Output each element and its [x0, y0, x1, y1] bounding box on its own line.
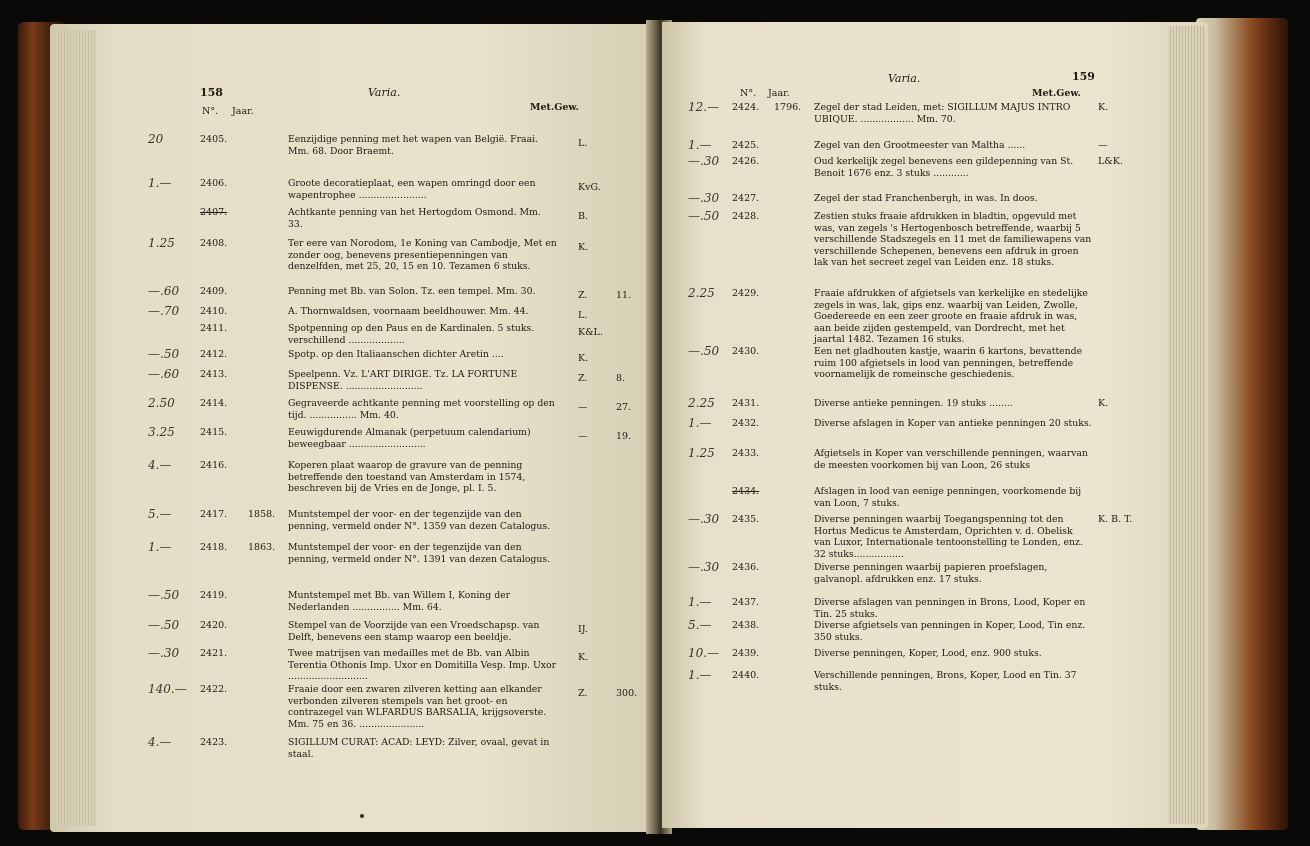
lot-weight: 11. — [616, 290, 632, 301]
lot-code: Z. — [578, 688, 588, 699]
lot-code: Z. — [578, 290, 588, 301]
lot-description: Een net gladhouten kastje, waarin 6 kartons, bevattende ruim 100 afgietsels in lood van penningen, betreffende voornamelijk de romeinsche geschiedenis. — [814, 346, 1083, 381]
lot-number: 2416. — [200, 460, 228, 471]
lot-description: Diverse antieke penningen. 19 stuks ........ — [814, 398, 1013, 409]
right-page — [662, 22, 1208, 828]
lot-number: 2431. — [732, 398, 760, 409]
handwritten-price: 1.— — [688, 138, 712, 152]
lot-description: Diverse afslagen van penningen in Brons, Lood, Koper en Tin. 25 stuks. — [814, 597, 1086, 620]
lot-code: L. — [578, 138, 588, 149]
page-number: 159 — [1072, 70, 1095, 83]
lot-number: 2418. — [200, 542, 228, 553]
lot-description: Afslagen in lood van eenige penningen, voorkomende bij van Loon, 7 stuks. — [814, 486, 1082, 509]
lot-number: 2406. — [200, 178, 228, 189]
running-head: Varia. — [888, 72, 921, 85]
lot-description: SIGILLUM CURAT: ACAD: LEYD: Zilver, ovaal, gevat in staal. — [288, 737, 550, 760]
lot-description: Muntstempel der voor- en der tegenzijde van den penning, vermeld onder N°. 1359 van dezen Catalogus. — [288, 509, 551, 532]
handwritten-price: —.30 — [688, 154, 720, 168]
lot-description: Diverse penningen waarbij Toegangspenning tot den Hortus Medicus te Amsterdam, Oprichten v. d. Obelisk van Luxor, Internationale tentoonstelling te Londen, enz. 32 stuks................. — [814, 514, 1083, 560]
lot-weight: 8. — [616, 373, 626, 384]
handwritten-price: 1.— — [688, 595, 712, 609]
lot-code: IJ. — [578, 624, 588, 635]
running-head: Varia. — [368, 86, 401, 99]
lot-description: Spotp. op den Italiaanschen dichter Aretin .... — [288, 349, 504, 360]
lot-number: 2422. — [200, 684, 228, 695]
lot-description: Diverse penningen waarbij papieren proefslagen, galvanopl. afdrukken enz. 17 stuks. — [814, 562, 1048, 585]
lot-description: Diverse afslagen in Koper van antieke penningen 20 stuks. — [814, 418, 1092, 429]
lot-description: Speelpenn. Vz. L'ART DIRIGE. Tz. LA FORTUNE DISPENSE. .......................... — [288, 369, 518, 392]
lot-description: Penning met Bb. van Solon. Tz. een tempel. Mm. 30. — [288, 286, 536, 297]
lot-code: K. — [578, 353, 589, 364]
lot-description: Eeuwigdurende Almanak (perpetuum calendarium) beweegbaar .......................... — [288, 427, 531, 450]
lot-code: L&K. — [1098, 156, 1123, 167]
handwritten-price: 140.— — [148, 682, 187, 696]
lot-weight: 300. — [616, 688, 638, 699]
column-header-weight: Met.Gew. — [530, 102, 579, 113]
lot-number: 2423. — [200, 737, 228, 748]
lot-description: Koperen plaat waarop de gravure van de penning betreffende den toestand van Amsterdam in 1574, beschreven bij de Vries en de Jonge, pl. I. 5. — [288, 460, 526, 495]
column-header-number: N°. — [740, 88, 757, 99]
lot-code: — — [1098, 140, 1108, 151]
lot-description: Twee matrijsen van medailles met de Bb. van Albin Terentia Othonis Imp. Uxor en Domitilla Vesp. Imp. Uxor ........................... — [288, 648, 557, 683]
handwritten-price: 2.25 — [688, 286, 715, 300]
lot-code: — — [578, 431, 588, 442]
lot-number: 2407. — [200, 207, 228, 218]
lot-number: 2427. — [732, 193, 760, 204]
handwritten-price: —.30 — [688, 560, 720, 574]
lot-number: 2410. — [200, 306, 228, 317]
lot-description: Fraaie door een zwaren zilveren ketting aan elkander verbonden zilveren stempels van het groot- en contrazegel van WLFARDUS BARSALIA, krijgsoverste. Mm. 75 en 36. ...................... — [288, 684, 547, 730]
handwritten-price: —.50 — [148, 618, 180, 632]
handwritten-price: —.60 — [148, 367, 180, 381]
lot-number: 2415. — [200, 427, 228, 438]
ink-dot — [360, 814, 364, 818]
lot-description: Verschillende penningen, Brons, Koper, Lood en Tin. 37 stuks. — [814, 670, 1077, 693]
lot-number: 2425. — [732, 140, 760, 151]
lot-description: Spotpenning op den Paus en de Kardinalen. 5 stuks. verschillend ................... — [288, 323, 535, 346]
lot-description: Muntstempel der voor- en der tegenzijde van den penning, vermeld onder N°. 1391 van dezen Catalogus. — [288, 542, 551, 565]
handwritten-price: —.50 — [148, 347, 180, 361]
book-cover-right — [1196, 18, 1288, 830]
lot-description: Afgietsels in Koper van verschillende penningen, waarvan de meesten voorkomen bij van Loon, 26 stuks — [814, 448, 1088, 471]
lot-code: K&L. — [578, 327, 603, 338]
lot-year: 1858. — [248, 509, 276, 520]
lot-number: 2414. — [200, 398, 228, 409]
lot-description: A. Thornwaldsen, voornaam beeldhouwer. Mm. 44. — [288, 306, 529, 317]
handwritten-price: 5.— — [148, 507, 172, 521]
handwritten-price: 20 — [148, 132, 164, 146]
lot-code: K. — [1098, 102, 1109, 113]
handwritten-price: —.70 — [148, 304, 180, 318]
lot-code: — — [578, 402, 588, 413]
page-number: 158 — [200, 86, 223, 99]
handwritten-price: —.30 — [148, 646, 180, 660]
handwritten-price: —.50 — [148, 588, 180, 602]
lot-number: 2411. — [200, 323, 228, 334]
lot-number: 2424. — [732, 102, 760, 113]
lot-number: 2437. — [732, 597, 760, 608]
lot-code: K. — [578, 652, 589, 663]
handwritten-price: —.30 — [688, 191, 720, 205]
handwritten-price: 2.25 — [688, 396, 715, 410]
lot-description: Diverse afgietsels van penningen in Koper, Lood, Tin enz. 350 stuks. — [814, 620, 1086, 643]
handwritten-price: 1.— — [688, 416, 712, 430]
handwritten-price: 10.— — [688, 646, 720, 660]
lot-number: 2419. — [200, 590, 228, 601]
lot-number: 2426. — [732, 156, 760, 167]
column-header-number: N°. — [202, 106, 219, 117]
page-edges-left — [56, 30, 96, 826]
lot-description: Groote decoratieplaat, een wapen omringd door een wapentrophee ....................... — [288, 178, 536, 201]
lot-description: Fraaie afdrukken of afgietsels van kerkelijke en stedelijke zegels in was, lak, gips enz. waarbij van Leiden, Zwolle, Goedereede en een zeer groote en fraaie afdruk in was, aan beide zijden gestempeld, van Dordrecht, met het jaartal 1482. Tezamen 16 stuks. — [814, 288, 1088, 346]
lot-description: Muntstempel met Bb. van Willem I, Koning der Nederlanden ................ Mm. 64. — [288, 590, 511, 613]
lot-number: 2436. — [732, 562, 760, 573]
handwritten-price: 1.25 — [688, 446, 715, 460]
lot-number: 2421. — [200, 648, 228, 659]
lot-number: 2439. — [732, 648, 760, 659]
lot-number: 2420. — [200, 620, 228, 631]
handwritten-price: 1.— — [688, 668, 712, 682]
lot-description: Stempel van de Voorzijde van een Vroedschapsp. van Delft, benevens een stamp waarop een beeldje. — [288, 620, 540, 643]
lot-weight: 27. — [616, 402, 632, 413]
lot-description: Zegel van den Grootmeester van Maltha ...... — [814, 140, 1026, 151]
handwritten-price: 5.— — [688, 618, 712, 632]
handwritten-price: 4.— — [148, 458, 172, 472]
lot-code: L. — [578, 310, 588, 321]
lot-code: K. — [578, 242, 589, 253]
handwritten-price: 1.— — [148, 176, 172, 190]
lot-number: 2412. — [200, 349, 228, 360]
lot-number: 2440. — [732, 670, 760, 681]
handwritten-price: 3.25 — [148, 425, 175, 439]
lot-code: B. — [578, 211, 589, 222]
page-edges-right — [1168, 26, 1206, 824]
column-header-year: Jaar. — [232, 106, 254, 117]
handwritten-price: —.60 — [148, 284, 180, 298]
lot-description: Zegel der stad Leiden, met: SIGILLUM MAJUS INTRO UBIQUE. .................. Mm. 70. — [814, 102, 1071, 125]
lot-number: 2428. — [732, 211, 760, 222]
handwritten-price: —.30 — [688, 512, 720, 526]
lot-description: Gegraveerde achtkante penning met voorstelling op den tijd. ................ Mm. 40. — [288, 398, 555, 421]
lot-number: 2430. — [732, 346, 760, 357]
handwritten-price: —.50 — [688, 209, 720, 223]
lot-code: K. — [1098, 398, 1109, 409]
handwritten-price: —.50 — [688, 344, 720, 358]
lot-description: Zegel der stad Franchenbergh, in was. In doos. — [814, 193, 1038, 204]
lot-number: 2409. — [200, 286, 228, 297]
lot-number: 2413. — [200, 369, 228, 380]
lot-description: Oud kerkelijk zegel benevens een gildepenning van St. Benoit 1676 enz. 3 stuks ............ — [814, 156, 1074, 179]
handwritten-price: 4.— — [148, 735, 172, 749]
lot-description: Eenzijdige penning met het wapen van België. Fraai. Mm. 68. Door Braemt. — [288, 134, 539, 157]
lot-description: Ter eere van Norodom, 1e Koning van Cambodje, Met en zonder oog, benevens presentiepenningen van denzelfden, met 25, 20, 15 en 10. Tezamen 6 stuks. — [288, 238, 557, 273]
lot-code: KvG. — [578, 182, 601, 193]
lot-weight: 19. — [616, 431, 632, 442]
column-header-year: Jaar. — [768, 88, 790, 99]
lot-number: 2438. — [732, 620, 760, 631]
lot-description: Achtkante penning van het Hertogdom Osmond. Mm. 33. — [288, 207, 541, 230]
lot-number: 2435. — [732, 514, 760, 525]
lot-number: 2417. — [200, 509, 228, 520]
lot-number: 2434. — [732, 486, 760, 497]
handwritten-price: 1.25 — [148, 236, 175, 250]
left-page — [50, 24, 656, 832]
lot-number: 2432. — [732, 418, 760, 429]
lot-year: 1863. — [248, 542, 276, 553]
handwritten-price: 2.50 — [148, 396, 175, 410]
handwritten-price: 1.— — [148, 540, 172, 554]
lot-code: K. B. T. — [1098, 514, 1133, 525]
lot-number: 2408. — [200, 238, 228, 249]
lot-description: Diverse penningen, Koper, Lood, enz. 900 stuks. — [814, 648, 1042, 659]
handwritten-price: 12.— — [688, 100, 720, 114]
lot-code: Z. — [578, 373, 588, 384]
lot-number: 2433. — [732, 448, 760, 459]
lot-description: Zestien stuks fraaie afdrukken in bladtin, opgevuld met was, van zegels 's Hertogenbosch betreffende, waarbij 5 verschillende Stadszegels en 11 met de familiewapens van verschillende Schepenen, benevens een afdruk in groen lak van het secreet zegel van Leiden enz. 18 stuks. — [814, 211, 1092, 269]
lot-year: 1796. — [774, 102, 802, 113]
lot-number: 2405. — [200, 134, 228, 145]
column-header-weight: Met.Gew. — [1032, 88, 1081, 99]
lot-number: 2429. — [732, 288, 760, 299]
